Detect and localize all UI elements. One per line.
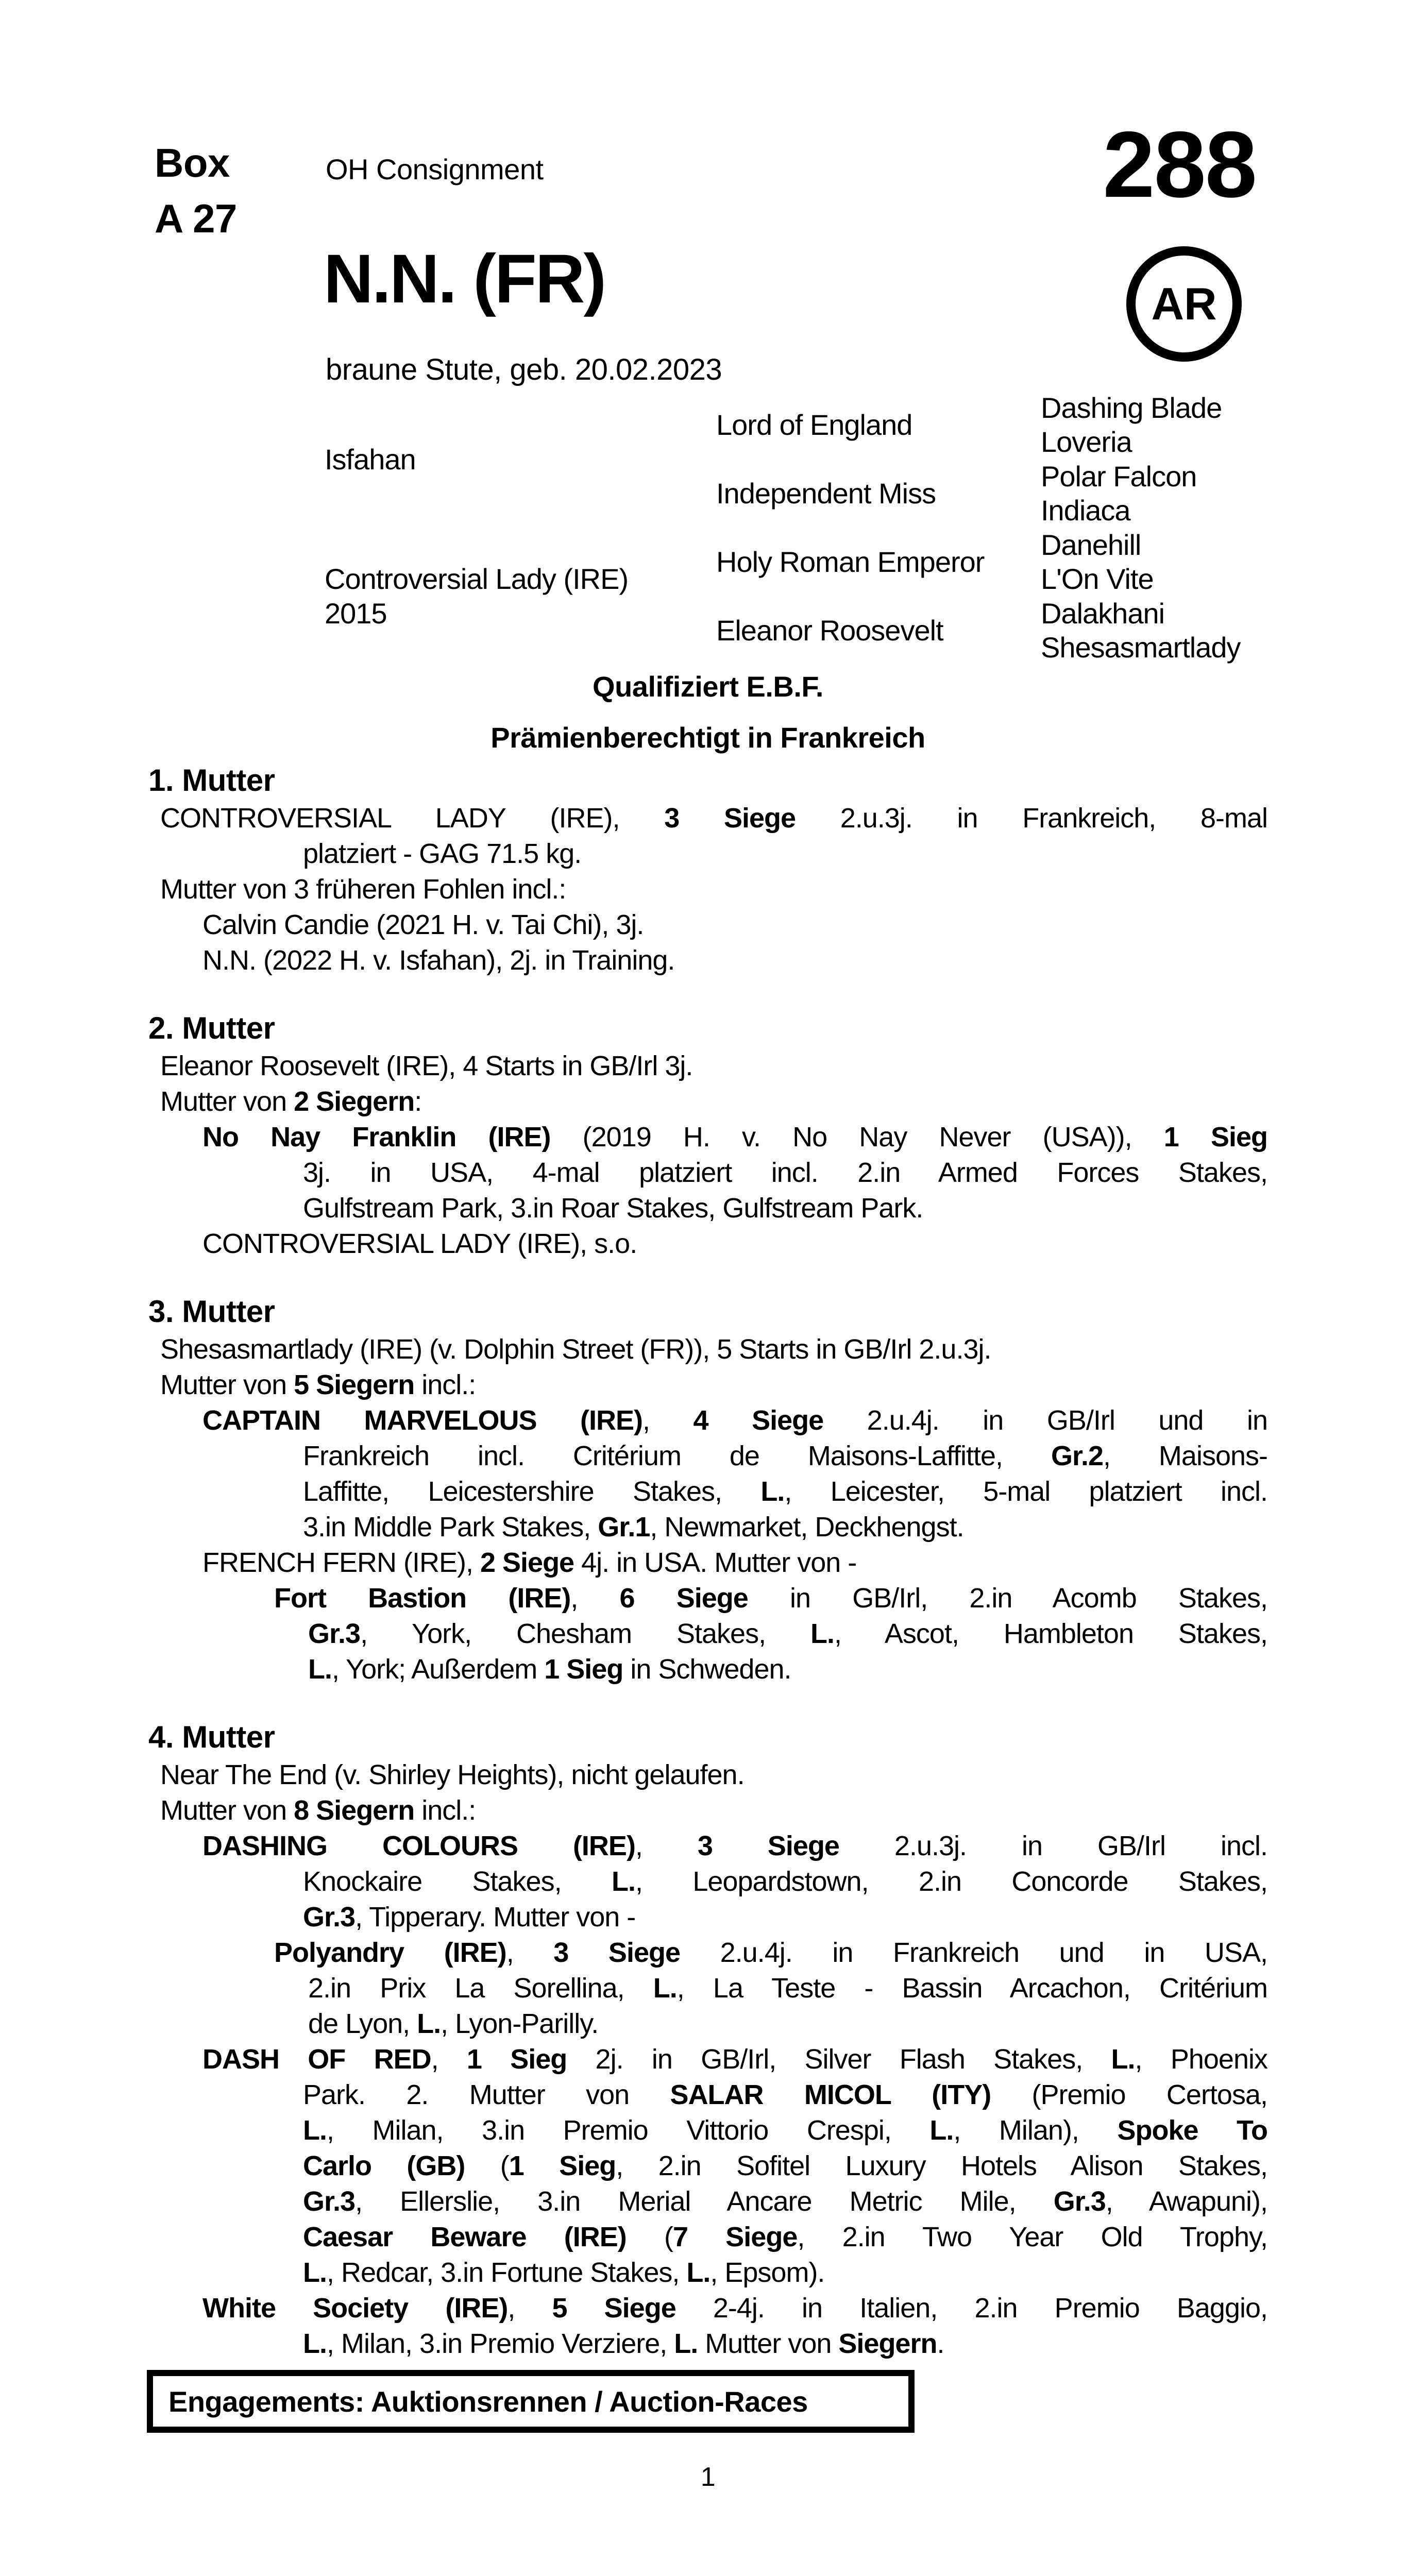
text-run: Mutter von [160,1795,294,1826]
text-run: 4j. in USA. Mutter von - [574,1547,857,1578]
horse-description: braune Stute, geb. 20.02.2023 [326,353,722,386]
pedigree-dam-sire: Holy Roman Emperor [716,546,985,578]
text-run: , Lyon-Parilly. [441,2008,599,2039]
text-run: 3.in Middle Park Stakes, [303,1512,598,1543]
text-line [148,2042,1267,2077]
pedigree-grandparent: Dashing Blade [1041,391,1222,424]
paragraph [148,1332,1267,1367]
text-run: in GB/Irl, 2.in Acomb Stakes, [748,1583,1267,1614]
bold-text-run: Carlo (GB) [303,2150,465,2181]
pedigree-sire-sire: Lord of England [716,409,912,441]
engagements-box [147,2370,915,2433]
text-run: FRENCH FERN (IRE), [202,1547,480,1578]
bold-text-run: L. [1111,2044,1135,2075]
paragraph [148,1084,1267,1120]
text-run: 2j. in GB/Irl, Silver Flash Stakes, [567,2044,1111,2075]
text-line [148,801,1267,836]
pedigree-sire: Isfahan [325,443,416,476]
text-run: platziert - GAG 71.5 kg. [303,838,582,869]
text-line [148,1367,1267,1403]
bold-text-run: DASHING COLOURS (IRE) [202,1831,635,1861]
text-run: in Schweden. [623,1654,791,1685]
text-line [148,1438,1267,1474]
section-title: 2. Mutter [148,1011,275,1045]
bold-text-run: L. [929,2115,954,2146]
qualification-block [148,670,1267,755]
text-run: 2.u.3j. in GB/Irl incl. [839,1831,1267,1861]
text-line [148,1048,1267,1084]
text-run: , La Teste - Bassin Arcachon, Critérium [676,1973,1267,2004]
text-line [148,2326,1267,2362]
bold-text-run: Siegern [838,2328,937,2359]
text-line [148,2113,1267,2148]
bold-text-run: L. [686,2257,711,2288]
text-run: Gulfstream Park, 3.in Roar Stakes, Gulfstream Park. [303,1193,923,1224]
paragraph [148,2291,1267,2362]
text-run: N.N. (2022 H. v. Isfahan), 2j. in Training. [202,945,675,976]
pedigree-dam-year: 2015 [325,597,387,630]
bold-text-run: L. [760,1476,785,1507]
text-run: Mutter von [160,1369,294,1400]
paragraph [148,1048,1267,1084]
paragraph [148,1757,1267,1793]
bold-text-run: 8 Siegern [294,1795,415,1826]
text-run: CONTROVERSIAL LADY (IRE), [160,803,665,834]
bold-text-run: L. [303,2115,327,2146]
paragraph [148,1403,1267,1545]
text-line [148,872,1267,907]
text-line [148,1191,1267,1226]
bold-text-run: 2 Siegern [294,1086,415,1117]
text-line [148,1971,1267,2006]
text-run: Mutter von 3 früheren Fohlen incl.: [160,874,566,905]
text-line [148,1864,1267,1900]
text-line [148,1226,1267,1262]
text-run: Calvin Candie (2021 H. v. Tai Chi), 3j. [202,909,644,940]
bold-text-run: Caesar Beware (IRE) [303,2222,627,2252]
pedigree-grandparent: Danehill [1041,528,1141,561]
bold-text-run: SALAR MICOL (ITY) [670,2079,991,2110]
paragraph [148,1226,1267,1262]
text-run: ( [465,2150,509,2181]
section-title: 1. Mutter [148,763,275,798]
bold-text-run: L. [303,2257,327,2288]
engagements-label: Engagements: Auktionsrennen / Auction-Races [168,2385,808,2418]
pedigree-dam [325,528,716,665]
pedigree-sire-dam: Independent Miss [716,477,936,510]
text-run: Knockaire Stakes, [303,1866,612,1897]
bold-text-run: 3 Siege [664,803,796,834]
text-run: , Milan, 3.in Premio Verziere, [327,2328,674,2359]
text-line [148,1828,1267,1864]
page-number: 1 [700,2462,716,2492]
text-run: , [431,2044,467,2075]
text-run: , Phoenix [1135,2044,1267,2075]
text-run: Park. 2. Mutter von [303,2079,670,2110]
text-line [148,1155,1267,1191]
pedigree-grandparent: Polar Falcon [1041,460,1197,493]
text-line [148,2291,1267,2326]
text-run: 2.u.4j. in Frankreich und in USA, [680,1937,1267,1968]
text-run: , Maisons- [1103,1440,1267,1471]
text-run: , Redcar, 3.in Fortune Stakes, [327,2257,687,2288]
text-line [148,1403,1267,1438]
box-number: A 27 [155,196,237,241]
text-run: , Epsom). [710,2257,825,2288]
text-run: (2019 H. v. No Nay Never (USA)), [550,1122,1164,1153]
pedigree-grandparent: L'On Vite [1041,563,1154,596]
pedigree-dam-dam: Eleanor Roosevelt [716,614,943,647]
paragraph [148,1367,1267,1403]
bold-text-run: 7 Siege [673,2222,798,2252]
bold-text-run: 1 Sieg [544,1654,623,1685]
bold-text-run: Gr.3 [308,1618,361,1649]
lot-number: 288 [1103,112,1256,217]
text-run: Mutter von [160,1086,294,1117]
paragraph [148,907,1267,943]
text-run: Mutter von [698,2328,839,2359]
text-line [148,1616,1267,1652]
text-run: , [635,1831,698,1861]
bold-text-run: L. [810,1618,834,1649]
mutter-sections [148,762,1267,2362]
text-line [148,1581,1267,1616]
paragraph [148,801,1267,872]
text-run: incl.: [414,1795,476,1826]
text-run: 2.u.3j. in Frankreich, 8-mal [796,803,1267,834]
bold-text-run: 3 Siege [697,1831,839,1861]
text-line [148,1120,1267,1155]
bold-text-run: L. [674,2328,698,2359]
paragraph [148,943,1267,978]
paragraph [148,1120,1267,1226]
bold-text-run: 2 Siege [480,1547,574,1578]
bold-text-run: No Nay Franklin (IRE) [202,1122,551,1153]
bold-text-run: Gr.2 [1051,1440,1104,1471]
bold-text-run: White Society (IRE) [202,2293,508,2324]
bold-text-run: CAPTAIN MARVELOUS (IRE) [202,1405,643,1436]
paragraph [148,2042,1267,2291]
bold-text-run: L. [303,2328,327,2359]
text-run: , Leicester, 5-mal platziert incl. [784,1476,1267,1507]
text-run: incl.: [414,1369,476,1400]
text-run: Eleanor Roosevelt (IRE), 4 Starts in GB/Irl 3j. [160,1050,693,1081]
text-run: 2.in Prix La Sorellina, [308,1973,653,2004]
text-run: 3j. in USA, 4-mal platziert incl. 2.in Armed Forces Stakes, [303,1157,1267,1188]
ar-badge-icon [1126,246,1242,362]
box-label: Box [155,140,230,185]
qualification-ebf: Qualifiziert E.B.F. [593,670,823,703]
text-run: , York, Chesham Stakes, [360,1618,810,1649]
text-run: , [508,2293,552,2324]
text-run: , 2.in Sofitel Luxury Hotels Alison Stakes, [616,2150,1267,2181]
text-run: , [506,1937,554,1968]
bold-text-run: Spoke To [1117,2115,1267,2146]
paragraph [148,872,1267,907]
horse-name: N.N. (FR) [324,241,605,317]
pedigree-grandparent: Dalakhani [1041,597,1165,630]
text-run: , Ellerslie, 3.in Merial Ancare Metric Mile, [355,2186,1054,2217]
text-run: , [570,1583,620,1614]
text-run: , 2.in Two Year Old Trophy, [797,2222,1267,2252]
text-run: de Lyon, [308,2008,417,2039]
bold-text-run: DASH OF RED [202,2044,431,2075]
bold-text-run: Gr.3 [303,2186,356,2217]
pedigree-grandparent: Shesasmartlady [1041,631,1241,664]
text-run: . [937,2328,944,2359]
text-run: Shesasmartlady (IRE) (v. Dolphin Street (FR)), 5 Starts in GB/Irl 2.u.3j. [160,1334,991,1365]
text-line [148,2219,1267,2255]
text-line [148,2077,1267,2113]
text-run: : [414,1086,422,1117]
text-line [148,2255,1267,2291]
text-run: , Ascot, Hambleton Stakes, [834,1618,1267,1649]
section-title: 4. Mutter [148,1720,275,1754]
text-line [148,1793,1267,1828]
pedigree-table [325,391,1267,665]
paragraph [148,1545,1267,1581]
bold-text-run: Polyandry (IRE) [274,1937,506,1968]
consignment-label: OH Consignment [326,153,544,185]
text-line [148,1900,1267,1935]
text-line [148,1652,1267,1687]
text-line [148,1510,1267,1545]
text-run: , Leopardstown, 2.in Concorde Stakes, [635,1866,1267,1897]
text-run: , Awapuni), [1105,2186,1267,2217]
text-line [148,943,1267,978]
bold-text-run: 1 Sieg [1163,1122,1267,1153]
pedigree-grandparent: Loveria [1041,426,1132,459]
bold-text-run: Gr.3 [1053,2186,1106,2217]
section-title: 3. Mutter [148,1294,275,1329]
paragraph [148,1828,1267,1935]
text-run: , York; Außerdem [332,1654,545,1685]
bold-text-run: L. [308,1654,332,1685]
bold-text-run: L. [417,2008,441,2039]
bold-text-run: 4 Siege [693,1405,824,1436]
text-run: , Milan, 3.in Premio Vittorio Crespi, [327,2115,930,2146]
bold-text-run: 5 Siegern [294,1369,415,1400]
text-run: Laffitte, Leicestershire Stakes, [303,1476,761,1507]
text-run: , Tipperary. Mutter von - [355,1902,636,1933]
text-run: , Milan), [953,2115,1118,2146]
bold-text-run: L. [611,1866,635,1897]
bold-text-run: Gr.1 [598,1512,650,1543]
bold-text-run: Fort Bastion (IRE) [274,1583,571,1614]
bold-text-run: 5 Siege [552,2293,676,2324]
pedigree-dam-name: Controversial Lady (IRE) [325,563,629,595]
text-line [148,1935,1267,1971]
text-line [148,1084,1267,1120]
text-run: ( [626,2222,673,2252]
text-line [148,907,1267,943]
box-location [155,135,237,246]
pedigree-grandparent: Indiaca [1041,494,1130,527]
paragraph [148,1935,1267,2042]
ar-badge-text: AR [1151,278,1217,329]
text-run: Frankreich incl. Critérium de Maisons-Laffitte, [303,1440,1051,1471]
bold-text-run: 6 Siege [619,1583,748,1614]
text-line [148,1545,1267,1581]
text-run: 2.u.4j. in GB/Irl und in [823,1405,1267,1436]
qualification-premium: Prämienberechtigt in Frankreich [490,721,925,754]
text-line [148,2148,1267,2184]
text-line [148,2184,1267,2219]
paragraph [148,1793,1267,1828]
text-line [148,836,1267,872]
bold-text-run: 3 Siege [553,1937,681,1968]
text-line [148,2006,1267,2042]
text-run: 2-4j. in Italien, 2.in Premio Baggio, [675,2293,1267,2324]
text-run: CONTROVERSIAL LADY (IRE), s.o. [202,1228,637,1259]
text-run: , [642,1405,693,1436]
bold-text-run: L. [653,1973,677,2004]
bold-text-run: Gr.3 [303,1902,356,1933]
text-line [148,1332,1267,1367]
bold-text-run: 1 Sieg [509,2150,616,2181]
text-line [148,1474,1267,1510]
text-run: , Newmarket, Deckhengst. [650,1512,964,1543]
bold-text-run: 1 Sieg [466,2044,567,2075]
paragraph [148,1581,1267,1687]
text-run: (Premio Certosa, [991,2079,1267,2110]
text-run: Near The End (v. Shirley Heights), nicht gelaufen. [160,1759,745,1790]
text-line [148,1757,1267,1793]
